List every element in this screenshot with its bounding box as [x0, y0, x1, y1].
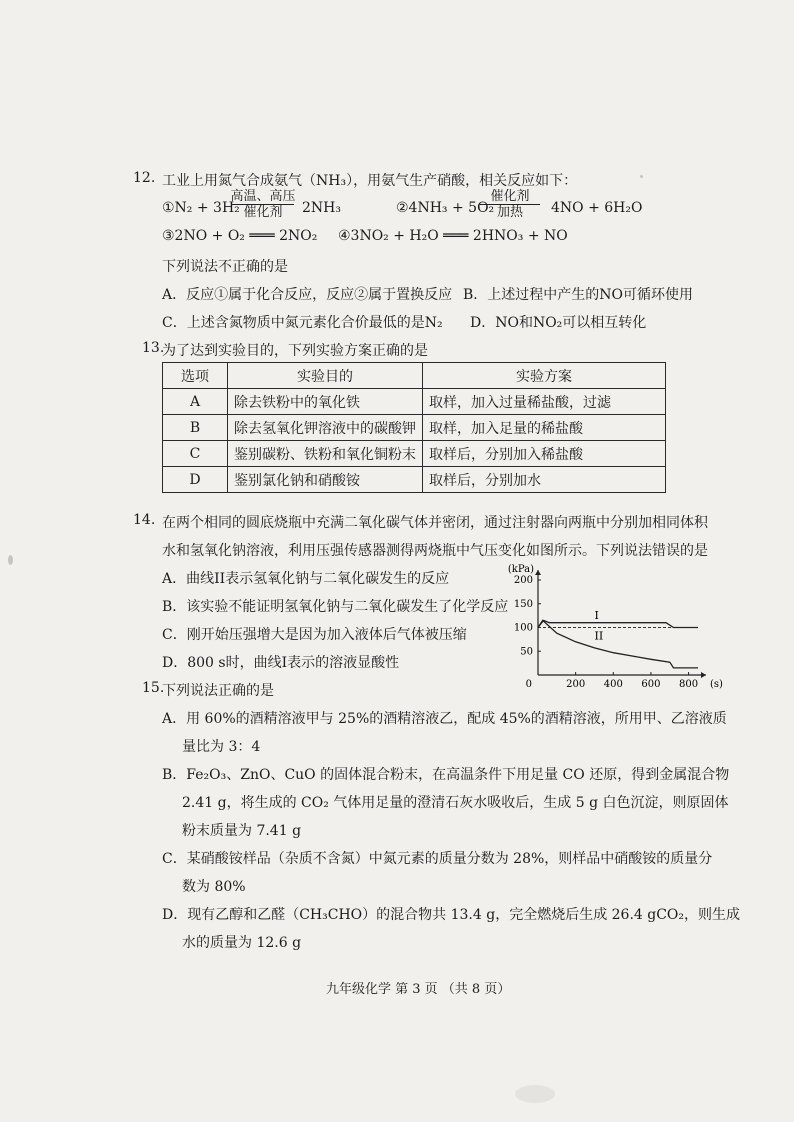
table-row: [163, 389, 666, 415]
q15-stem: 下列说法正确的是: [162, 683, 274, 699]
q13-table: [162, 362, 666, 493]
scan-smudge: [515, 1085, 555, 1103]
header-plan: 实验方案: [423, 363, 666, 389]
reaction-1-reactants: ①N₂ + 3H₂: [162, 200, 240, 216]
x-axis-arrow: [701, 672, 706, 678]
row-option: A: [163, 389, 228, 415]
x-tick-label: 400: [603, 679, 623, 690]
series-label-I: I: [594, 608, 599, 622]
table-row: [163, 467, 666, 493]
row-purpose: 除去铁粉中的氧化铁: [228, 389, 423, 415]
x-tick-label: 600: [641, 679, 661, 690]
row-purpose: 鉴别氯化钠和硝酸铵: [228, 467, 423, 493]
q12-option-a: A．反应①属于化合反应，反应②属于置换反应: [162, 287, 453, 303]
q13-stem: 为了达到实验目的，下列实验方案正确的是: [162, 343, 428, 359]
row-plan: 取样后，分别加水: [423, 467, 666, 493]
q14-number: 14.: [133, 512, 156, 528]
row-plan: 取样后，分别加入稀盐酸: [423, 441, 666, 467]
q15-c-line1: C．某硝酸铵样品（杂质不含氮）中氮元素的质量分数为 28%，则样品中硝酸铵的质量分: [162, 851, 713, 867]
pressure-chart: [500, 560, 723, 690]
q12-option-d: D．NO和NO₂可以相互转化: [470, 315, 647, 331]
q15-number: 15.: [142, 680, 165, 696]
scan-speck: [640, 175, 643, 178]
reaction-1-condition-top: 高温、高压: [230, 189, 296, 204]
q14-option-b: B．该实验不能证明氢氧化钠与二氧化碳发生了化学反应: [162, 599, 509, 615]
y-axis-label: (kPa): [507, 564, 534, 575]
row-option: B: [163, 415, 228, 441]
page-footer: 九年级化学 第 3 页 （共 8 页）: [326, 982, 511, 997]
q15-a-line2: 量比为 3：4: [182, 739, 261, 755]
row-option: D: [163, 467, 228, 493]
series-line-I: [538, 620, 698, 627]
q13-number: 13.: [142, 340, 165, 356]
q15-a-line1: A．用 60%的酒精溶液甲与 25%的酒精溶液乙，配成 45%的酒精溶液，所用甲、乙溶液质: [162, 711, 727, 727]
reaction-2-reactants: ②4NH₃ + 5O₂: [396, 200, 495, 216]
y-tick-label: 200: [513, 575, 533, 586]
y-tick-label: 100: [513, 622, 533, 634]
q12-ask: 下列说法不正确的是: [162, 259, 288, 275]
q15-d-line1: D．现有乙醇和乙醛（CH₃CHO）的混合物共 13.4 g，完全燃烧后生成 26.4 gCO₂，则生成: [162, 907, 741, 923]
q15-b-line2: 2.41 g，将生成的 CO₂ 气体用足量的澄清石灰水吸收后，生成 5 g 白色沉淀，则原固体: [182, 795, 729, 811]
table-row: [163, 441, 666, 467]
series-label-II: II: [594, 629, 604, 643]
q12-option-b: B．上述过程中产生的NO可循环使用: [463, 287, 694, 303]
origin-label: 0: [525, 679, 532, 690]
q14-stem-line1: 在两个相同的圆底烧瓶中充满二氧化碳气体并密闭，通过注射器向两瓶中分别加相同体积: [162, 515, 708, 531]
q14-option-a: A．曲线II表示氢氧化钠与二氧化碳发生的反应: [162, 571, 450, 587]
x-tick-label: 800: [679, 679, 699, 690]
x-tick-label: 200: [566, 679, 586, 690]
header-purpose: 实验目的: [228, 363, 423, 389]
q15-c-line2: 数为 80%: [182, 879, 246, 895]
table-header-row: [163, 363, 666, 389]
reaction-1-products: 2NH₃: [302, 200, 341, 216]
x-axis-label: (s): [710, 679, 723, 690]
reaction-2-products: 4NO + 6H₂O: [551, 200, 643, 216]
q12-option-c: C．上述含氮物质中氮元素化合价最低的是N₂: [162, 315, 443, 331]
q12-stem: 工业上用氮气合成氨气（NH₃），用氨气生产硝酸，相关反应如下：: [162, 173, 578, 189]
reaction-4: ④3NO₂ + H₂O ═══ 2HNO₃ + NO: [338, 228, 568, 244]
table-row: [163, 415, 666, 441]
reaction-3: ③2NO + O₂ ═══ 2NO₂: [162, 228, 318, 244]
y-tick-label: 150: [513, 598, 533, 610]
q14-stem-line2: 水和氢氧化钠溶液，利用压强传感器测得两烧瓶中气压变化如图所示。下列说法错误的是: [162, 543, 708, 559]
q14-option-c: C．刚开始压强增大是因为加入液体后气体被压缩: [162, 627, 467, 643]
reaction-1-condition: [230, 189, 296, 220]
q15-d-line2: 水的质量为 12.6 g: [182, 935, 302, 951]
y-axis-arrow: [535, 570, 541, 575]
scan-mark: [8, 555, 13, 565]
reaction-2-condition: [478, 189, 542, 220]
row-option: C: [163, 441, 228, 467]
reaction-1-condition-bottom: 催化剂: [243, 205, 283, 220]
header-option: 选项: [163, 363, 228, 389]
y-tick-label: 50: [520, 646, 533, 658]
row-plan: 取样，加入足量的稀盐酸: [423, 415, 666, 441]
row-plan: 取样，加入过量稀盐酸，过滤: [423, 389, 666, 415]
row-purpose: 鉴别碳粉、铁粉和氧化铜粉末: [228, 441, 423, 467]
reaction-2-condition-top: 催化剂: [490, 189, 530, 204]
q15-b-line1: B．Fe₂O₃、ZnO、CuO 的固体混合粉末，在高温条件下用足量 CO 还原，得到金属混合物: [162, 767, 730, 783]
q14-option-d: D．800 s时，曲线I表示的溶液显酸性: [162, 655, 400, 671]
q15-b-line3: 粉末质量为 7.41 g: [182, 823, 302, 839]
reaction-2-condition-bottom: 加热: [496, 205, 523, 220]
q12-number: 12.: [133, 170, 156, 186]
row-purpose: 除去氢氧化钾溶液中的碳酸钾: [228, 415, 423, 441]
